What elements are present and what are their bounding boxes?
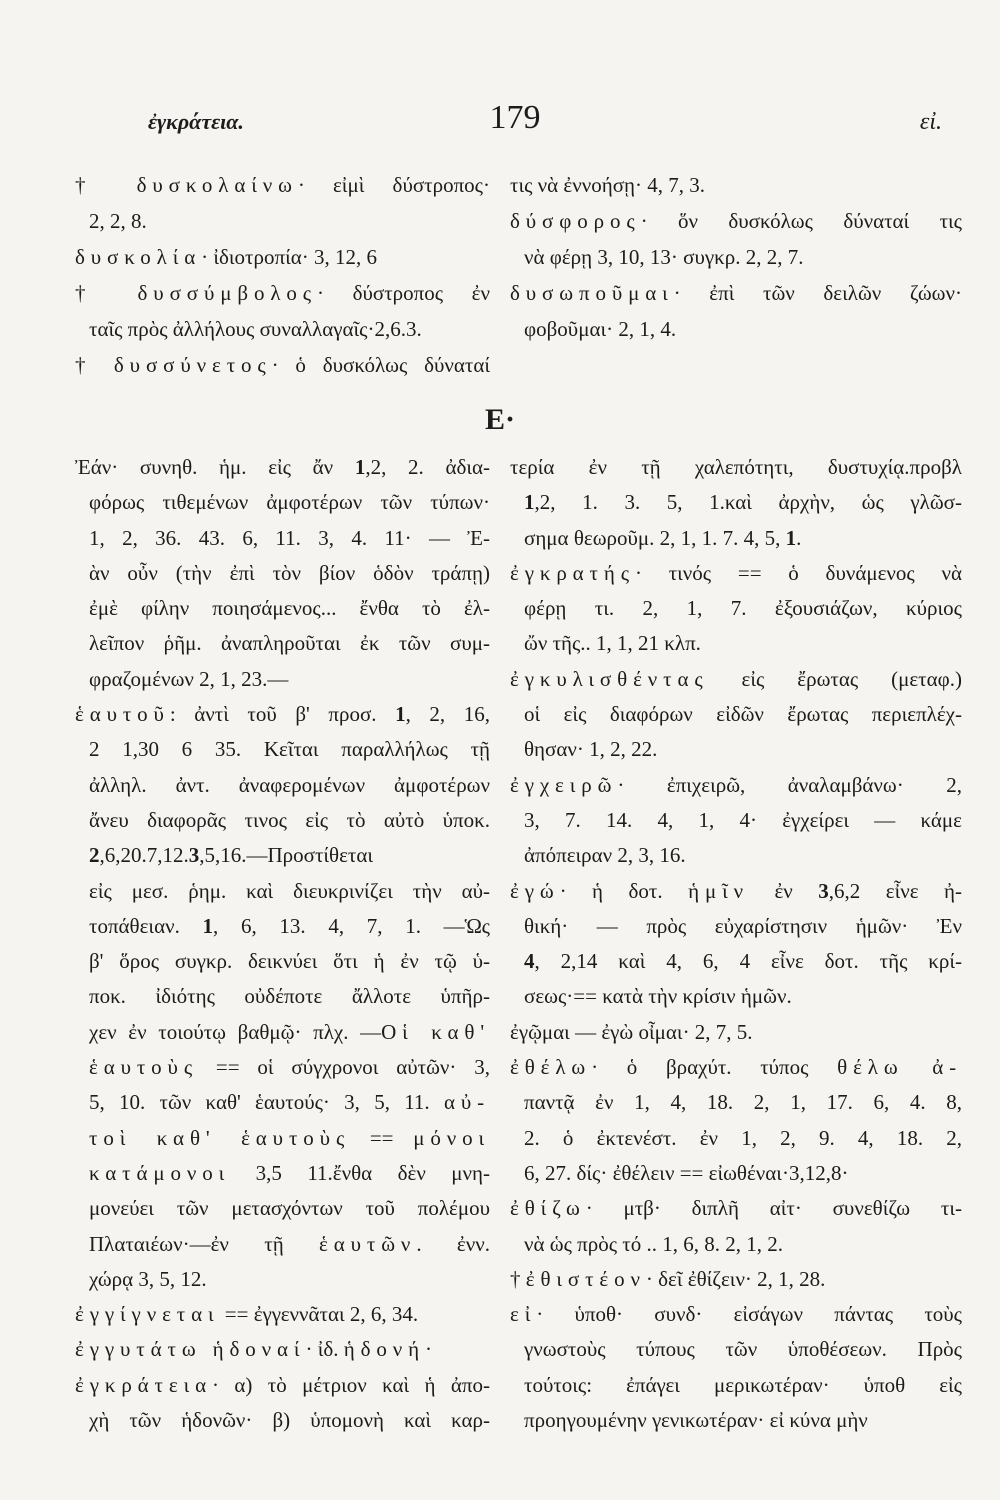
headword: ἑαυτοὺς bbox=[89, 1055, 199, 1080]
entry-line bbox=[510, 1191, 962, 1226]
entry-text: † bbox=[510, 1266, 526, 1291]
entry-text: · μτβ· διπλῆ αἰτ· συνεθίζω τι- bbox=[585, 1196, 962, 1221]
entry-text: νὰ φέρῃ 3, 10, 13· συγκρ. 2, 2, 7. bbox=[524, 245, 804, 269]
headword: ἀ- bbox=[932, 1055, 962, 1080]
headword: ἐγκρατής bbox=[510, 560, 635, 585]
entry-line bbox=[75, 697, 490, 732]
entry-line bbox=[510, 979, 962, 1014]
entry-text: χώρᾳ 3, 5, 12. bbox=[89, 1266, 207, 1291]
headword: θέλω bbox=[837, 1055, 904, 1080]
entry-line bbox=[75, 556, 490, 591]
entry-text: · ἐπιχειρῶ, ἀναλαμβάνω· 2, bbox=[617, 772, 962, 797]
entry-text: † bbox=[75, 281, 138, 305]
entry-text: ,6,20.7,12. bbox=[99, 843, 189, 868]
bold-reference: 1 bbox=[202, 913, 214, 938]
entry-text: φέρῃ τι. 2, 1, 7. ἐξουσιάζων, κύριος bbox=[524, 596, 962, 621]
entry-text: Ἐάν· συνηθ. ἡμ. εἰς ἄν bbox=[75, 455, 355, 479]
dictionary-entry bbox=[75, 697, 490, 1297]
dictionary-entry bbox=[75, 450, 490, 697]
entry-text: ἀλληλ. ἀντ. ἀναφερομένων ἀμφοτέρων bbox=[89, 772, 490, 797]
entry-line bbox=[75, 275, 490, 311]
entry-text: ,2, 2. ἀδια- bbox=[365, 455, 490, 479]
entry-text: · δεῖ ἐθίζειν· 2, 1, 28. bbox=[645, 1266, 826, 1291]
bold-reference: 3 bbox=[188, 843, 200, 868]
headword: ἐγγίγνεται bbox=[75, 1302, 220, 1327]
entry-text: σημα θεωροῦμ. 2, 1, 1. 7. 4, 5, bbox=[524, 525, 786, 550]
entry-text: γνωστοὺς τύπους τῶν ὑποθέσεων. Πρὸς bbox=[524, 1337, 962, 1362]
entry-line bbox=[510, 450, 962, 485]
entry-text: , 2,14 καὶ 4, 6, 4 εἶνε δοτ. τῆς κρί- bbox=[534, 949, 962, 974]
entry-text: ,6,2 εἶνε ἠ- bbox=[828, 878, 962, 903]
entry-line bbox=[75, 1191, 490, 1226]
entry-text: · ἡ δοτ. bbox=[559, 878, 689, 903]
headword: μόνοι bbox=[413, 1125, 490, 1150]
entry-line bbox=[510, 662, 962, 697]
entry-line bbox=[75, 944, 490, 979]
headword: ἑαυτοῦ bbox=[75, 702, 170, 727]
headword: δυσκολία bbox=[75, 245, 202, 269]
entry-text: 3,5 11.ἔνθα δὲν μνη- bbox=[230, 1160, 490, 1185]
entry-line bbox=[75, 1156, 490, 1191]
dictionary-entry bbox=[75, 1368, 490, 1439]
entry-text: χεν ἐν τοιούτῳ βαθμῷ· πλχ. — bbox=[89, 1019, 382, 1044]
entry-text: · τινός == ὁ δυνάμενος νὰ bbox=[634, 560, 962, 585]
entry-text: τοπάθειαν. bbox=[89, 913, 203, 938]
dictionary-entry bbox=[510, 662, 962, 768]
entry-line bbox=[510, 909, 962, 944]
entry-line bbox=[510, 874, 962, 909]
entry-text: == οἱ σύγχρονοι αὐτῶν· 3, bbox=[198, 1055, 490, 1080]
entry-line bbox=[75, 167, 490, 203]
entry-text: 2. ὁ ἐκτενέστ. ἐν 1, 2, 9. 4, 18. 2, bbox=[524, 1125, 962, 1150]
headword: ἡμῖν bbox=[688, 878, 749, 903]
headword: δυσωποῦμαι bbox=[510, 281, 674, 305]
headword: κατάμονοι bbox=[89, 1160, 231, 1185]
entry-text: οἱ εἰς διαφόρων εἰδῶν ἔρωτας περιεπλέχ- bbox=[524, 702, 962, 727]
entry-text: . bbox=[796, 525, 802, 550]
entry-line bbox=[75, 203, 490, 239]
entry-text: · εἰμὶ δύστροπος· bbox=[297, 173, 490, 197]
entry-text: τούτοις: ἐπάγει μερικωτέραν· ὑποθ εἰς bbox=[524, 1372, 962, 1397]
entry-line bbox=[510, 1015, 962, 1050]
entry-text: ,2, 1. 3. 5, 1.καὶ ἀρχὴν, ὡς γλῶσ- bbox=[534, 490, 962, 515]
dictionary-entry bbox=[75, 1297, 490, 1332]
headword: ἐγκυλισθέντας bbox=[510, 666, 709, 691]
dictionary-entry bbox=[510, 768, 962, 874]
bold-reference: 1 bbox=[354, 455, 366, 479]
entry-line bbox=[75, 838, 490, 873]
entry-line bbox=[510, 1227, 962, 1262]
entry-text: ὤν τῆς.. 1, 1, 21 κλπ. bbox=[524, 631, 701, 656]
headword: αὐ- bbox=[443, 1090, 490, 1115]
entry-line bbox=[75, 1227, 490, 1262]
entry-line bbox=[75, 1262, 490, 1297]
entry-text: 2, 2, 8. bbox=[89, 209, 147, 233]
page-number: 179 bbox=[489, 99, 541, 136]
entry-text: 6, 27. δίς· ἐθέλειν == εἰωθέναι·3,12,8· bbox=[524, 1160, 849, 1185]
entry-text: · α) τὸ μέτριον καὶ ἡ ἀπο- bbox=[212, 1372, 490, 1397]
bold-reference: 3 bbox=[818, 878, 829, 903]
dictionary-entry bbox=[510, 450, 962, 556]
entry-line bbox=[510, 1332, 962, 1367]
entry-text: · ἰδιοτροπία· 3, 12, 6 bbox=[201, 245, 377, 269]
entry-text: ποκ. ἰδιότης οὐδέποτε ἄλλοτε ὑπῆρ- bbox=[89, 984, 490, 1009]
dictionary-entry bbox=[510, 1191, 962, 1262]
entry-text: 1, 2, 36. 43. 6, 11. 3, 4. 11· — Ἐ- bbox=[89, 525, 490, 550]
top-right-column bbox=[510, 167, 962, 347]
headword: ἐθιστέον bbox=[525, 1266, 646, 1291]
entry-line bbox=[75, 979, 490, 1014]
entry-line bbox=[510, 732, 962, 767]
entry-text bbox=[904, 1055, 933, 1079]
dictionary-entry bbox=[510, 1262, 962, 1297]
dictionary-entry bbox=[510, 556, 962, 662]
entry-text: θησαν· 1, 2, 22. bbox=[524, 737, 658, 762]
dictionary-entry bbox=[510, 1050, 962, 1191]
entry-line bbox=[510, 485, 962, 520]
entry-text: == bbox=[350, 1125, 414, 1150]
entry-line bbox=[510, 838, 962, 873]
entry-text: ὰν οὖν (τὴν ἐπὶ τὸν βίον ὁδὸν τράπῃ) bbox=[89, 560, 490, 585]
entry-text: φραζομένων 2, 1, 23.— bbox=[89, 666, 289, 691]
entry-line bbox=[510, 1368, 962, 1403]
running-head-left: ἐγκράτεια. bbox=[148, 109, 244, 134]
entry-line bbox=[75, 1297, 490, 1332]
entry-line bbox=[75, 732, 490, 767]
entry-text: φοβοῦμαι· 2, 1, 4. bbox=[524, 317, 677, 341]
bold-reference: 4 bbox=[524, 949, 535, 974]
entry-text: χὴ τῶν ἡδονῶν· β) ὑπομονὴ καὶ καρ- bbox=[89, 1408, 490, 1433]
bottom-left-column bbox=[75, 450, 490, 1438]
entry-line bbox=[510, 1297, 962, 1332]
headword: ἐγώ bbox=[510, 878, 560, 903]
entry-line bbox=[510, 1085, 962, 1120]
dictionary-entry bbox=[510, 167, 962, 203]
entry-line bbox=[510, 591, 962, 626]
dictionary-entry bbox=[75, 167, 490, 239]
entry-text: Πλαταιέων·—ἐν τῇ bbox=[89, 1231, 320, 1256]
headword: ἑαυτῶν bbox=[319, 1231, 417, 1256]
dictionary-entry bbox=[75, 1332, 490, 1367]
entry-text: ἐγῷμαι — ἐγὼ οἶμαι· 2, 7, 5. bbox=[510, 1019, 753, 1044]
entry-line bbox=[75, 521, 490, 556]
headword: Οἱ καθ' bbox=[381, 1019, 490, 1044]
entry-line bbox=[510, 239, 962, 275]
entry-line bbox=[75, 450, 490, 485]
entry-text: · bbox=[425, 1337, 433, 1362]
entry-text: λεῖπον ῥῆμ. ἀναπληροῦται ἐκ τῶν συμ- bbox=[89, 631, 490, 656]
dictionary-entry bbox=[510, 874, 962, 1015]
entry-line bbox=[75, 311, 490, 347]
entry-text: ἐν bbox=[748, 878, 819, 903]
entry-line bbox=[75, 347, 490, 383]
entry-line bbox=[75, 626, 490, 661]
entry-line bbox=[510, 944, 962, 979]
entry-text: προηγουμένην γενικωτέραν· εἰ κύνα μὴν bbox=[524, 1408, 868, 1433]
dictionary-entry bbox=[510, 203, 962, 275]
entry-text: φόρως τιθεμένων ἀμφοτέρων τῶν τύπων· bbox=[89, 490, 490, 515]
entry-line bbox=[75, 485, 490, 520]
entry-text: ἐμὲ φίλην ποιησάμενος... ἔνθα τὸ ἐλ- bbox=[89, 596, 490, 621]
entry-line bbox=[510, 1262, 962, 1297]
headword: ἐθίζω bbox=[510, 1196, 586, 1221]
dictionary-entry bbox=[75, 239, 490, 275]
headword: τοὶ καθ' ἑαυτοὺς bbox=[89, 1125, 351, 1150]
dictionary-entry bbox=[510, 275, 962, 347]
entry-line bbox=[510, 203, 962, 239]
entry-text: τερία ἐν τῇ χαλεπότητι, δυστυχίᾳ.προβλ bbox=[510, 455, 962, 479]
entry-line bbox=[510, 626, 962, 661]
entry-line bbox=[510, 697, 962, 732]
entry-text: 5, 10. τῶν καθ' ἑαυτούς· 3, 5, 11. bbox=[89, 1090, 444, 1115]
entry-text: β' ὅρος συγκρ. δεικνύει ὅτι ἡ ἐν τῷ ὑ- bbox=[89, 949, 490, 974]
entry-text: νὰ ὡς πρὸς τό .. 1, 6, 8. 2, 1, 2. bbox=[524, 1231, 783, 1256]
entry-text: ταῖς πρὸς ἀλλήλους συναλλαγαῖς·2,6.3. bbox=[89, 317, 422, 341]
entry-text: · ἐπὶ τῶν δειλῶν ζώων· bbox=[673, 281, 962, 305]
top-left-column bbox=[75, 167, 490, 383]
entry-text: · ὑποθ· συνδ· εἰσάγων πάντας τοὺς bbox=[536, 1302, 962, 1327]
entry-line bbox=[75, 1050, 490, 1085]
entry-text: θική· — πρὸς εὐχαρίστησιν ἡμῶν· Ἐν bbox=[524, 913, 962, 938]
entry-text: 2 1,30 6 35. Κεῖται παραλλήλως τῇ bbox=[89, 737, 490, 762]
entry-text: † bbox=[75, 353, 114, 377]
entry-line bbox=[75, 1015, 490, 1050]
entry-text: == ἐγγεννᾶται 2, 6, 34. bbox=[219, 1302, 419, 1327]
headword: δυσσύνετος bbox=[113, 353, 272, 377]
entry-line bbox=[75, 768, 490, 803]
entry-line bbox=[75, 239, 490, 275]
entry-text: , 6, 13. 4, 7, 1. —Ὡς bbox=[213, 913, 490, 938]
entry-line bbox=[510, 768, 962, 803]
entry-text: · ὁ δυσκόλως δύναταί bbox=[271, 353, 490, 377]
entry-text: παντᾷ ἐν 1, 4, 18. 2, 1, 17. 6, 4. 8, bbox=[524, 1090, 962, 1115]
entry-line bbox=[510, 521, 962, 556]
bold-reference: 2 bbox=[89, 843, 100, 868]
entry-line bbox=[510, 1156, 962, 1191]
bottom-right-column bbox=[510, 450, 962, 1438]
dictionary-entry bbox=[510, 1297, 962, 1438]
entry-text: : ἀντὶ τοῦ β' προσ. bbox=[169, 702, 396, 727]
entry-line bbox=[75, 591, 490, 626]
entry-text: , 2, 16, bbox=[405, 702, 490, 727]
bold-reference: 1 bbox=[524, 490, 535, 515]
headword: ἐγκράτεια bbox=[75, 1372, 212, 1397]
entry-text: μονεύει τῶν μετασχόντων τοῦ πολέμου bbox=[89, 1196, 490, 1221]
entry-text: † bbox=[75, 173, 137, 197]
entry-text: ἀπόπειραν 2, 3, 16. bbox=[524, 843, 686, 868]
entry-text: 3, 7. 14. 4, 1, 4· ἐγχείρει — κάμε bbox=[524, 807, 962, 832]
entry-line bbox=[75, 803, 490, 838]
running-head-right: εἰ. bbox=[919, 109, 942, 135]
entry-line bbox=[510, 1403, 962, 1438]
entry-text: · ὅν δυσκόλως δύναταί τις bbox=[640, 209, 962, 233]
entry-text: · δύστροπος ἐν bbox=[316, 281, 490, 305]
entry-text: ,5,16.—Προστίθεται bbox=[199, 843, 374, 868]
entry-line bbox=[75, 662, 490, 697]
entry-text: . ἐνν. bbox=[416, 1231, 490, 1256]
entry-line bbox=[75, 1368, 490, 1403]
headword: δυσκολαίνω bbox=[136, 173, 298, 197]
entry-text: · ὁ βραχύτ. τύπος bbox=[591, 1055, 838, 1080]
entry-line bbox=[75, 1121, 490, 1156]
entry-line bbox=[510, 275, 962, 311]
entry-text: εἰς ἔρωτας (μεταφ.) bbox=[708, 666, 962, 691]
bold-reference: 1 bbox=[785, 525, 797, 550]
dictionary-entry bbox=[75, 347, 490, 383]
entry-text: τις νὰ ἐννοήσῃ· 4, 7, 3. bbox=[510, 173, 705, 197]
dictionary-entry bbox=[75, 275, 490, 347]
headword: ἐγχειρῶ bbox=[510, 772, 618, 797]
section-letter: Ε· bbox=[484, 403, 515, 436]
entry-line bbox=[75, 1403, 490, 1438]
entry-line bbox=[510, 311, 962, 347]
entry-line bbox=[510, 167, 962, 203]
entry-line bbox=[510, 1050, 962, 1085]
headword: ἡδονή bbox=[343, 1337, 426, 1362]
entry-line bbox=[75, 1332, 490, 1367]
entry-line bbox=[75, 874, 490, 909]
headword: δύσφορος bbox=[510, 209, 641, 233]
entry-line bbox=[510, 803, 962, 838]
entry-line bbox=[510, 1121, 962, 1156]
entry-text: · ἰδ. bbox=[305, 1337, 344, 1362]
bold-reference: 1 bbox=[395, 702, 406, 727]
headword: δυσσύμβολος bbox=[137, 281, 317, 305]
entry-text: εἰς μεσ. ῥημ. καὶ διευκρινίζει τὴν αὐ- bbox=[89, 878, 490, 903]
entry-text: ἄνευ διαφορᾶς τινος εἰς τὸ αὐτὸ ὑποκ. bbox=[89, 807, 490, 832]
dictionary-entry bbox=[510, 1015, 962, 1050]
entry-line bbox=[75, 1085, 490, 1120]
headword: εἰ bbox=[510, 1302, 537, 1327]
entry-line bbox=[510, 556, 962, 591]
headword: ἐθέλω bbox=[510, 1055, 592, 1080]
headword: ἐγγυτάτω ἡδοναί bbox=[75, 1337, 306, 1362]
entry-text: σεως·== κατὰ τὴν κρίσιν ἡμῶν. bbox=[524, 984, 792, 1009]
entry-line bbox=[75, 909, 490, 944]
